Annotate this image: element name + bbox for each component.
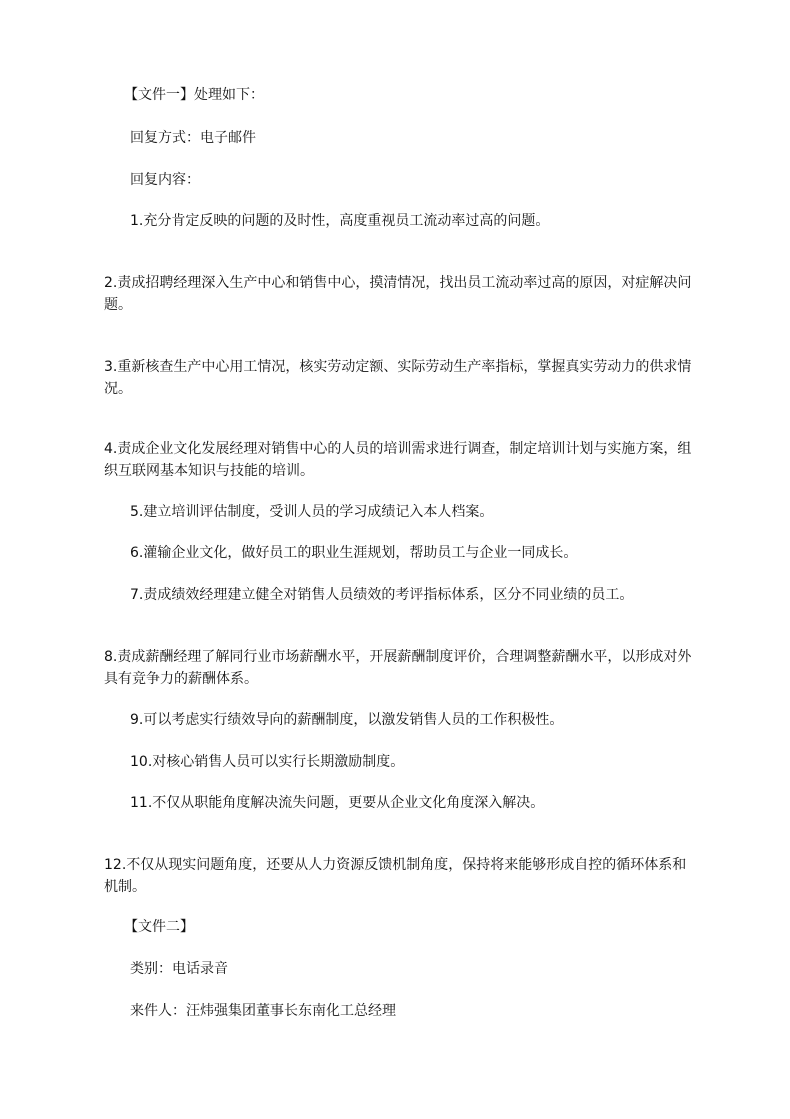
list-item: 2.责成招聘经理深入生产中心和销售中心，摸清情况，找出员工流动率过高的原因，对症解决问题。 xyxy=(104,275,692,313)
list-item: 6.灌输企业文化，做好员工的职业生涯规划，帮助员工与企业一同成长。 xyxy=(130,545,578,561)
list-item: 4.责成企业文化发展经理对销售中心的人员的培训需求进行调查，制定培训计划与实施方案，组织互联网基本知识与技能的培训。 xyxy=(104,441,692,479)
list-item: 12.不仅从现实问题角度，还要从人力资源反馈机制角度，保持将来能够形成自控的循环体系和机制。 xyxy=(104,857,687,895)
list-item: 8.责成薪酬经理了解同行业市场薪酬水平，开展薪酬制度评价，合理调整薪酬水平，以形成对外具有竞争力的薪酬体系。 xyxy=(104,649,692,687)
heading-file-one: 【文件一】处理如下： xyxy=(124,87,264,103)
reply-method: 回复方式：电子邮件 xyxy=(130,130,256,146)
list-item: 9.可以考虑实行绩效导向的薪酬制度，以激发销售人员的工作积极性。 xyxy=(130,712,564,728)
list-item: 11.不仅从职能角度解决流失问题，更要从企业文化角度深入解决。 xyxy=(130,795,545,811)
sender: 来件人：汪炜强集团董事长东南化工总经理 xyxy=(130,1003,396,1019)
list-item: 1.充分肯定反映的问题的及时性，高度重视员工流动率过高的问题。 xyxy=(130,213,550,229)
list-item: 3.重新核查生产中心用工情况，核实劳动定额、实际劳动生产率指标，掌握真实劳动力的供求情况。 xyxy=(104,359,692,397)
heading-file-two: 【文件二】 xyxy=(124,919,194,935)
list-item: 10.对核心销售人员可以实行长期激励制度。 xyxy=(130,754,405,770)
category: 类别：电话录音 xyxy=(130,961,228,977)
list-item: 7.责成绩效经理建立健全对销售人员绩效的考评指标体系，区分不同业绩的员工。 xyxy=(130,587,634,603)
list-item: 5.建立培训评估制度，受训人员的学习成绩记入本人档案。 xyxy=(130,504,494,520)
reply-content-label: 回复内容： xyxy=(130,172,200,188)
